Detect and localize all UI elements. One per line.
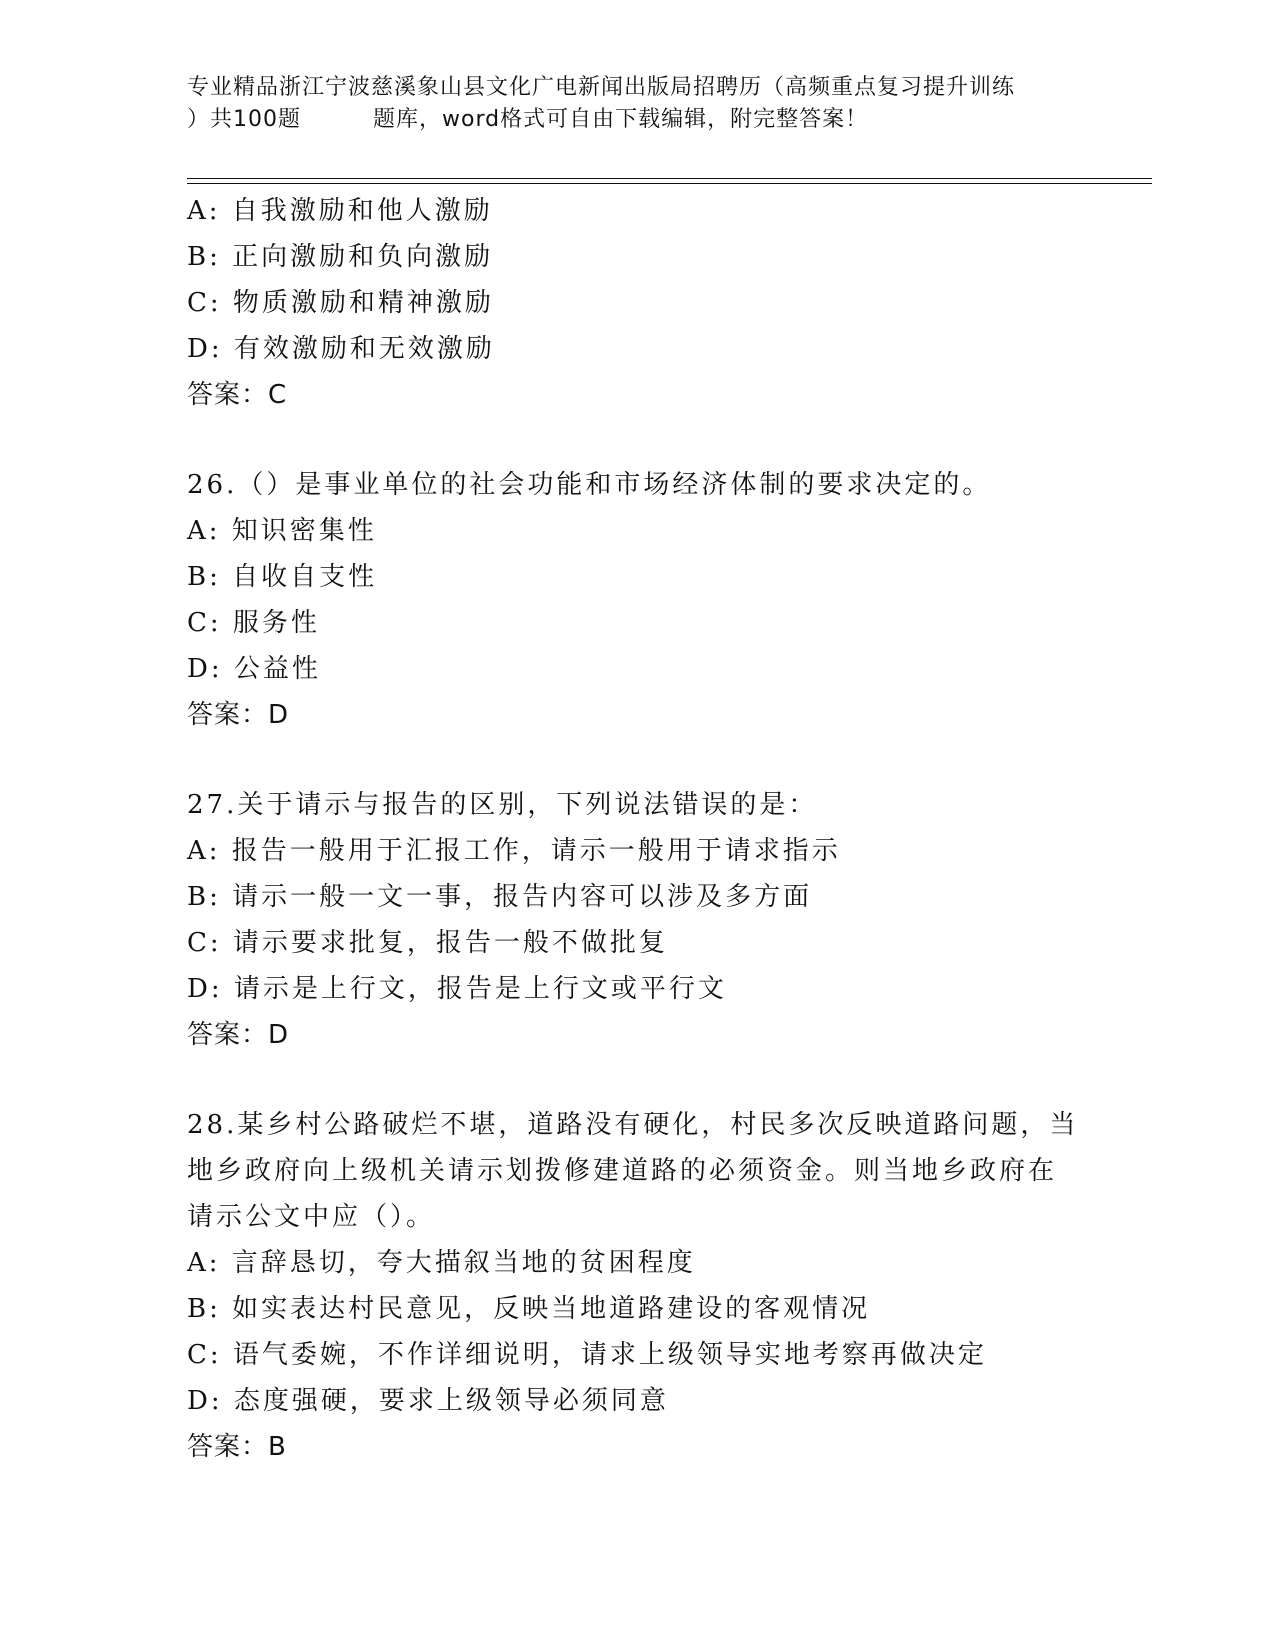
header-line-2-part-b: 题库，word格式可自由下载编辑，附完整答案！ [373,107,869,132]
option-a: A: 自我激励和他人激励 [187,196,493,226]
question-28 [187,1102,1117,1470]
question-stem-line-1: 28.某乡村公路破烂不堪，道路没有硬化，村民多次反映道路问题，当 [187,1110,1079,1140]
header-line-1: 专业精品浙江宁波慈溪象山县文化广电新闻出版局招聘历（高频重点复习提升训练 [187,75,1016,100]
option-a: A: 言辞恳切，夸大描叙当地的贫困程度 [187,1248,696,1278]
header-divider-top [187,178,1152,179]
option-c: C: 物质激励和精神激励 [187,288,494,318]
document-header [187,72,1087,136]
header-divider-bottom [187,183,1152,184]
header-line-2-part-a: ）共100题 [187,107,301,132]
question-stem: 27.关于请示与报告的区别，下列说法错误的是： [187,790,818,820]
answer-line: 答案：B [187,1432,287,1462]
question-stem: 26.（）是事业单位的社会功能和市场经济体制的要求决定的。 [187,470,992,500]
question-27 [187,782,1117,1058]
option-c: C: 语气委婉，不作详细说明，请求上级领导实地考察再做决定 [187,1340,987,1370]
option-c: C: 请示要求批复，报告一般不做批复 [187,928,668,958]
option-b: B: 请示一般一文一事，报告内容可以涉及多方面 [187,882,813,912]
option-c: C: 服务性 [187,608,320,638]
question-list [187,188,1117,1470]
question-25 [187,188,1117,418]
answer-line: 答案：D [187,1020,290,1050]
option-a: A: 报告一般用于汇报工作，请示一般用于请求指示 [187,836,841,866]
option-d: D: 公益性 [187,654,321,684]
option-b: B: 自收自支性 [187,562,378,592]
header-line-2 [187,104,1087,136]
question-stem-line-2: 地乡政府向上级机关请示划拨修建道路的必须资金。则当地乡政府在 [187,1156,1058,1186]
answer-line: 答案：D [187,700,290,730]
option-d: D: 有效激励和无效激励 [187,334,495,364]
option-b: B: 如实表达村民意见，反映当地道路建设的客观情况 [187,1294,871,1324]
question-26 [187,462,1117,738]
answer-line: 答案：C [187,380,288,410]
question-stem-line-3: 请示公文中应（）。 [187,1202,436,1232]
option-d: D: 态度强硬，要求上级领导必须同意 [187,1386,669,1416]
option-a: A: 知识密集性 [187,516,377,546]
option-d: D: 请示是上行文，报告是上行文或平行文 [187,974,727,1004]
option-b: B: 正向激励和负向激励 [187,242,494,272]
